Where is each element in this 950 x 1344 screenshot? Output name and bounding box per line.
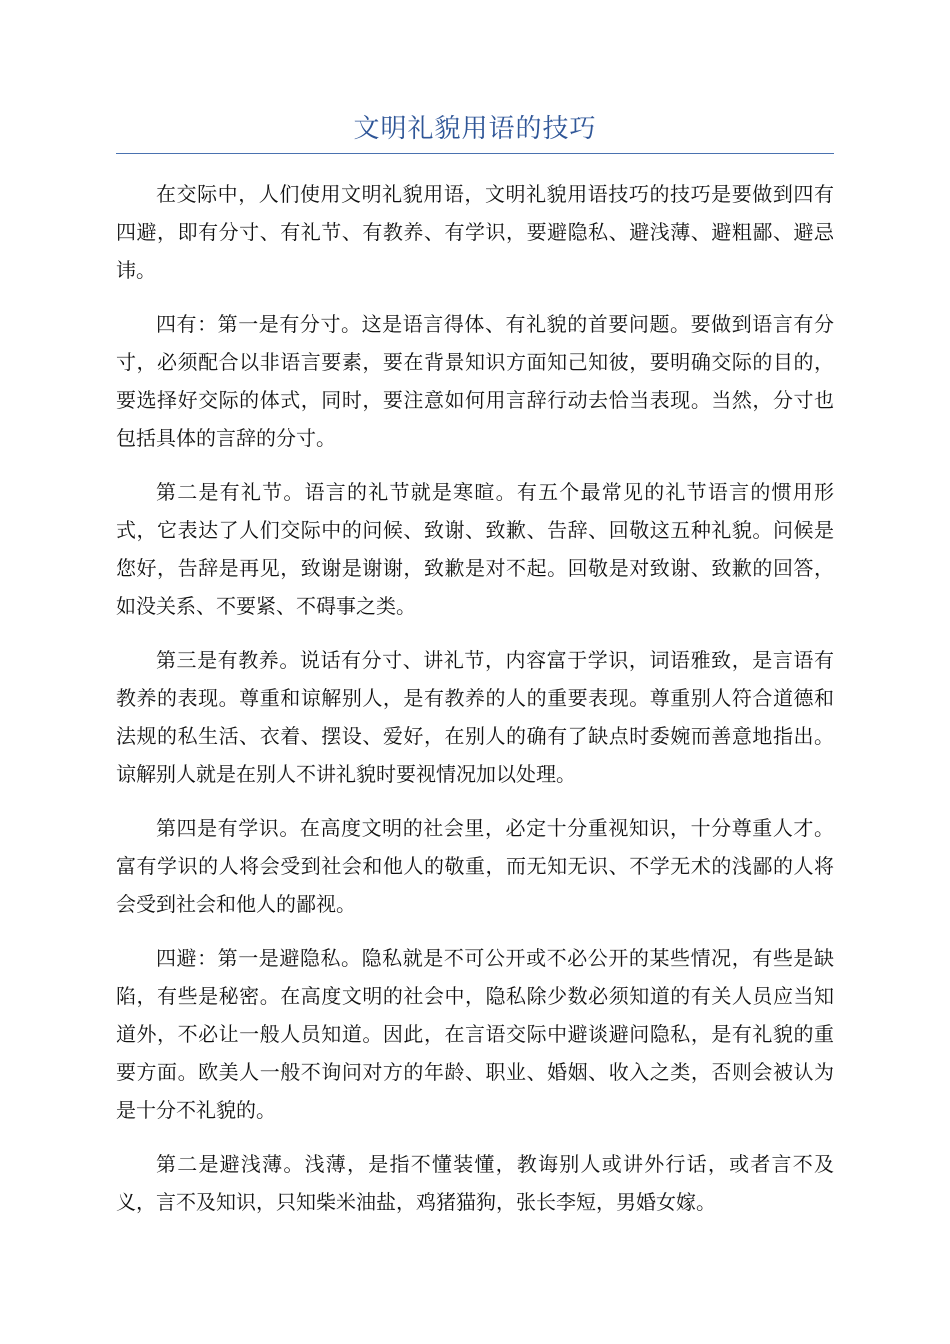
- title-underline: [116, 153, 834, 154]
- document-body: [116, 175, 834, 1237]
- paragraph-four-haves-first: 四有：第一是有分寸。这是语言得体、有礼貌的首要问题。要做到语言有分寸，必须配合以非语言要素，要在背景知识方面知己知彼，要明确交际的目的，要选择好交际的体式，同时，要注意如何用言辞行动去恰当表现。当然，分寸也包括具体的言辞的分寸。: [116, 312, 834, 450]
- paragraph-avoid-shallowness: 第二是避浅薄。浅薄，是指不懂装懂，教诲别人或讲外行话，或者言不及义，言不及知识，只知柴米油盐，鸡猪猫狗，张长李短，男婚女嫁。: [116, 1152, 834, 1214]
- paragraph-cultivation: 第三是有教养。说话有分寸、讲礼节，内容富于学识，词语雅致，是言语有教养的表现。尊重和谅解别人，是有教养的人的重要表现。尊重别人符合道德和法规的私生活、衣着、摆设、爱好，在别人的确有了缺点时委婉而善意地指出。谅解别人就是在别人不讲礼貌时要视情况加以处理。: [116, 648, 834, 786]
- paragraph-knowledge: 第四是有学识。在高度文明的社会里，必定十分重视知识，十分尊重人才。富有学识的人将会受到社会和他人的敬重，而无知无识、不学无术的浅鄙的人将会受到社会和他人的鄙视。: [116, 816, 834, 916]
- paragraph-intro: 在交际中，人们使用文明礼貌用语，文明礼貌用语技巧的技巧是要做到四有四避，即有分寸、有礼节、有教养、有学识，要避隐私、避浅薄、避粗鄙、避忌讳。: [116, 182, 834, 282]
- paragraph-four-avoids-privacy: 四避：第一是避隐私。隐私就是不可公开或不必公开的某些情况，有些是缺陷，有些是秘密。在高度文明的社会中，隐私除少数必须知道的有关人员应当知道外，不必让一般人员知道。因此，在言语交际中避谈避问隐私，是有礼貌的重要方面。欧美人一般不询问对方的年龄、职业、婚姻、收入之类，否则会被认为是十分不礼貌的。: [116, 946, 834, 1122]
- paragraph-courtesy: 第二是有礼节。语言的礼节就是寒暄。有五个最常见的礼节语言的惯用形式，它表达了人们交际中的问候、致谢、致歉、告辞、回敬这五种礼貌。问候是您好，告辞是再见，致谢是谢谢，致歉是对不起。回敬是对致谢、致歉的回答，如没关系、不要紧、不碍事之类。: [116, 480, 834, 618]
- document-title: 文明礼貌用语的技巧: [353, 114, 597, 144]
